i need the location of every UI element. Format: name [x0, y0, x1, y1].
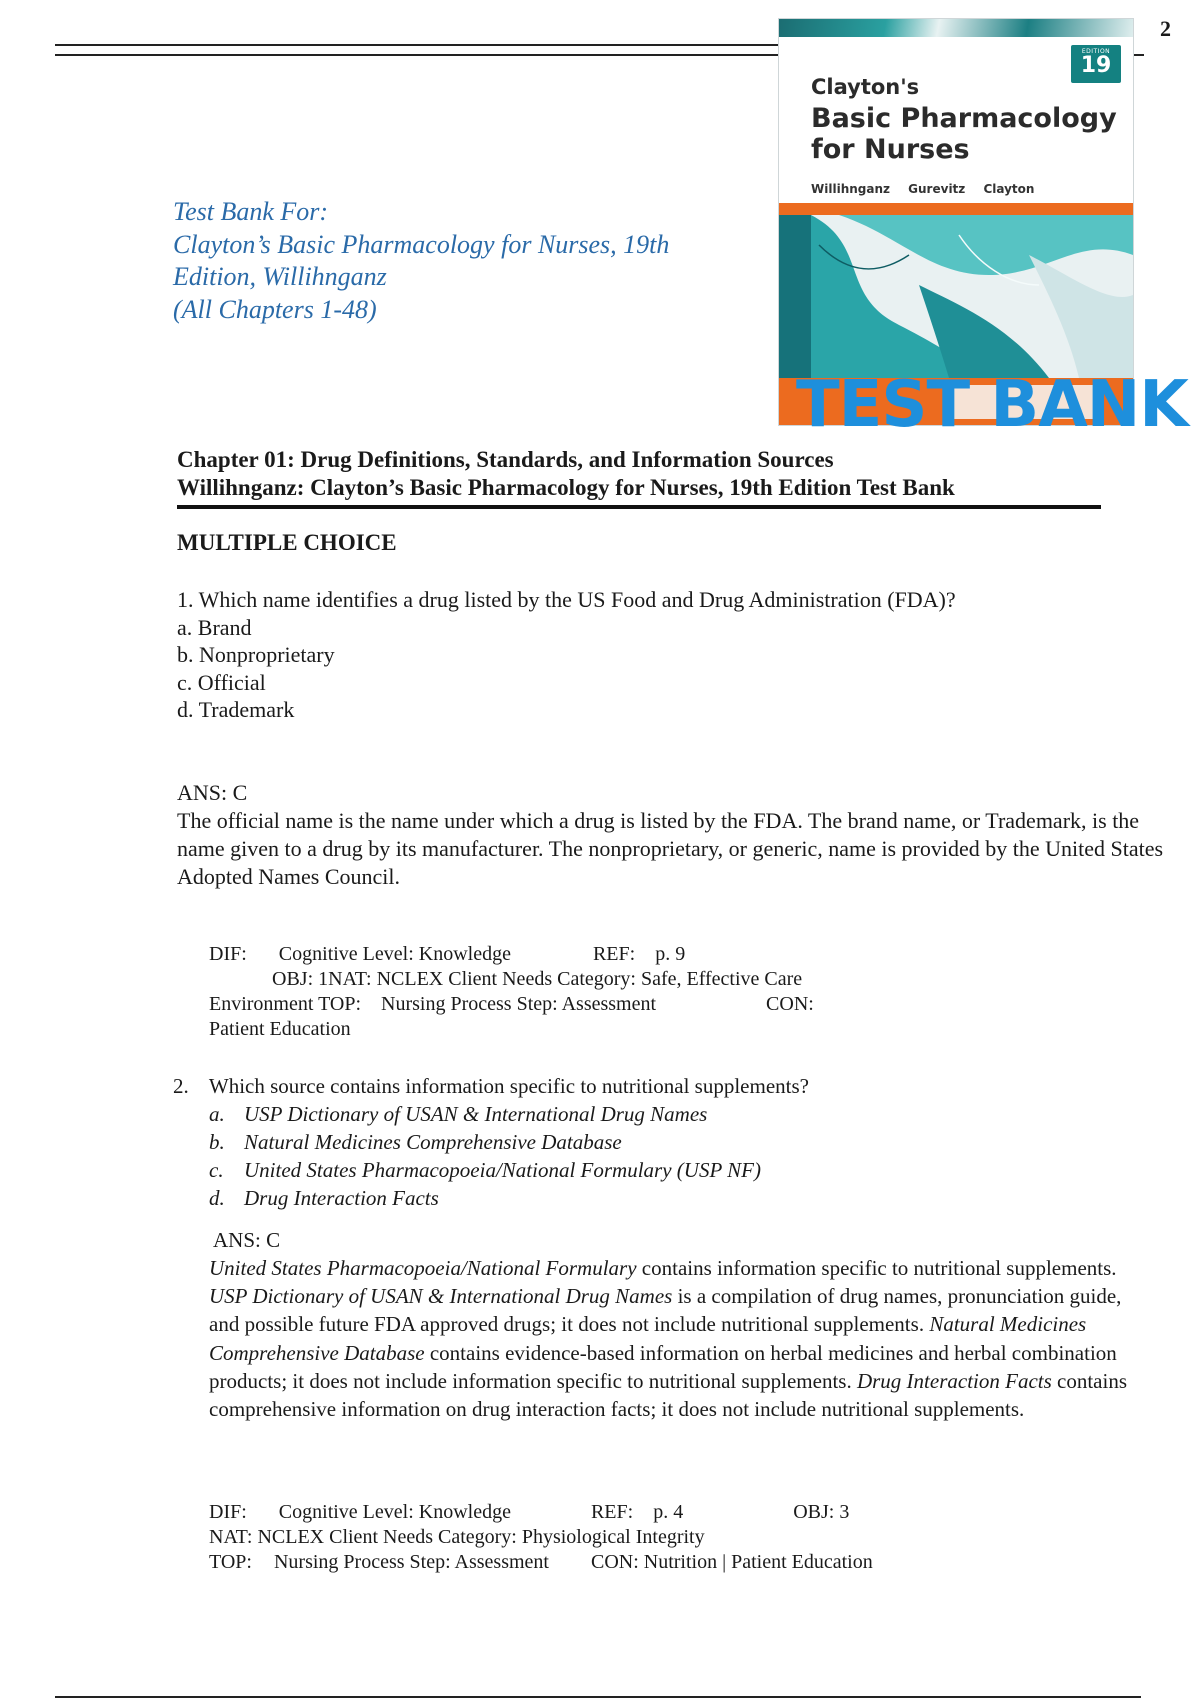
cover-top-art: [779, 19, 1133, 37]
chapter-subtitle: Willihnganz: Clayton’s Basic Pharmacology for Nurses, 19th Edition Test Bank: [177, 475, 955, 500]
ref-value: p. 9: [655, 943, 686, 965]
answer-key: ANS: C: [177, 780, 248, 805]
cover-title: [811, 103, 1131, 165]
option-text: USP Dictionary of USAN & International Drug Names: [244, 1102, 708, 1126]
rationale-text: contains comprehensive information on drug interaction facts; it does not include nutritional supplements.: [209, 1368, 1128, 1422]
cover-title-line2: for Nurses: [811, 134, 970, 165]
question-stem: 1. Which name identifies a drug listed by the US Food and Drug Administration (FDA)?: [177, 587, 956, 612]
edition-badge: [1071, 45, 1121, 83]
cover-authors: Willihnganz Gurevitz Clayton: [811, 182, 1035, 196]
answer-option: [209, 1128, 809, 1156]
rationale-text: is a compilation of drug names, pronunciation guide, and possible future FDA approved drugs; it does not include nutritional supplements.: [209, 1284, 1122, 1337]
top-label: TOP:: [209, 1551, 252, 1573]
question-1: [177, 586, 956, 724]
cover-orange-band: [779, 203, 1133, 215]
edition-number: 19: [1080, 53, 1112, 78]
ref-label: REF:: [590, 1501, 634, 1523]
cover-brand: Clayton's: [811, 75, 920, 99]
con-value: Patient Education: [209, 1018, 351, 1040]
answer-option: d. Trademark: [177, 697, 295, 722]
answer-option: c. Official: [177, 669, 266, 695]
edition-label: EDITION: [1081, 48, 1111, 55]
environment-top-label: Environment TOP:: [209, 993, 362, 1015]
footer-rule: [55, 1696, 1141, 1698]
chapter-heading: [177, 446, 955, 502]
rationale-source: Drug Interaction Facts: [856, 1368, 1052, 1393]
rationale: The official name is the name under which a drug is listed by the FDA. The brand name, or Trademark, is the name given to a drug by its manufacturer. The nonproprietary, or generic, name is provided by the United States Adopted Names Council.: [177, 808, 1164, 889]
intro-line: Edition, Willihnganz: [173, 262, 387, 291]
con-label: CON:: [766, 993, 814, 1015]
option-label: a.: [209, 1102, 225, 1126]
question-metadata: [209, 942, 814, 1042]
obj-nat-line: OBJ: 1NAT: NCLEX Client Needs Category: Safe, Effective Care: [272, 968, 803, 990]
option-text: Natural Medicines Comprehensive Database: [244, 1130, 622, 1154]
ref-value: p. 4: [653, 1501, 684, 1523]
answer-option: b. Nonproprietary: [177, 642, 335, 667]
answer-option: [209, 1100, 809, 1128]
answer-key: ANS: C: [213, 1228, 281, 1252]
obj-value: OBJ: 3: [793, 1501, 850, 1523]
rationale-text: contains information specific to nutritional supplements.: [636, 1256, 1117, 1280]
test-bank-stamp: TEST BANK: [796, 368, 1188, 442]
header-rule: [55, 44, 780, 46]
question-number: 2.: [173, 1074, 189, 1098]
page-number: 2: [1160, 16, 1171, 41]
intro-block: [173, 196, 753, 326]
answer-option: [209, 1156, 809, 1184]
rationale-source: Natural Medicines Comprehensive Database: [209, 1312, 1087, 1365]
header-rule-secondary: [55, 54, 780, 56]
rationale-text: contains evidence-based information on herbal medicines and herbal combination products; it does not include information specific to nutritional supplements.: [209, 1340, 1117, 1393]
dif-label: DIF:: [209, 1501, 247, 1523]
dif-value: Cognitive Level: Knowledge: [278, 943, 511, 965]
cover-artwork: [779, 215, 1133, 378]
question-stem: Which source contains information specific to nutritional supplements?: [208, 1074, 809, 1098]
intro-line: (All Chapters 1-48): [173, 294, 377, 324]
con-value: CON: Nutrition | Patient Education: [590, 1551, 873, 1573]
question-metadata: [209, 1500, 873, 1575]
intro-line: Test Bank For:: [173, 197, 329, 226]
option-text: United States Pharmacopoeia/National Formulary (USP NF): [244, 1158, 761, 1182]
option-text: Drug Interaction Facts: [244, 1186, 439, 1210]
question-2: [173, 1072, 809, 1212]
rationale: [209, 1254, 1139, 1423]
chapter-rule: [177, 505, 1101, 509]
dif-value: Cognitive Level: Knowledge: [278, 1501, 511, 1523]
answer-option: a. Brand: [177, 614, 252, 640]
answer-option: [209, 1184, 809, 1212]
top-value: Nursing Process Step: Assessment: [381, 993, 657, 1015]
dif-label: DIF:: [209, 943, 247, 965]
option-label: c.: [209, 1158, 224, 1182]
cover-title-line1: Basic Pharmacology: [811, 103, 1117, 134]
section-heading: MULTIPLE CHOICE: [177, 530, 397, 555]
ref-label: REF:: [592, 943, 636, 965]
book-cover: [778, 18, 1134, 426]
rationale-source: USP Dictionary of USAN & International Drug Names: [209, 1284, 673, 1309]
nat-line: NAT: NCLEX Client Needs Category: Physiological Integrity: [209, 1526, 705, 1548]
option-label: d.: [209, 1186, 225, 1210]
option-label: b.: [209, 1130, 225, 1154]
chapter-title: Chapter 01: Drug Definitions, Standards, and Information Sources: [177, 447, 834, 472]
intro-line: Clayton’s Basic Pharmacology for Nurses, 19th: [173, 229, 670, 259]
top-value: Nursing Process Step: Assessment: [273, 1551, 549, 1573]
rationale-source: United States Pharmacopoeia/National Formulary: [209, 1256, 637, 1280]
